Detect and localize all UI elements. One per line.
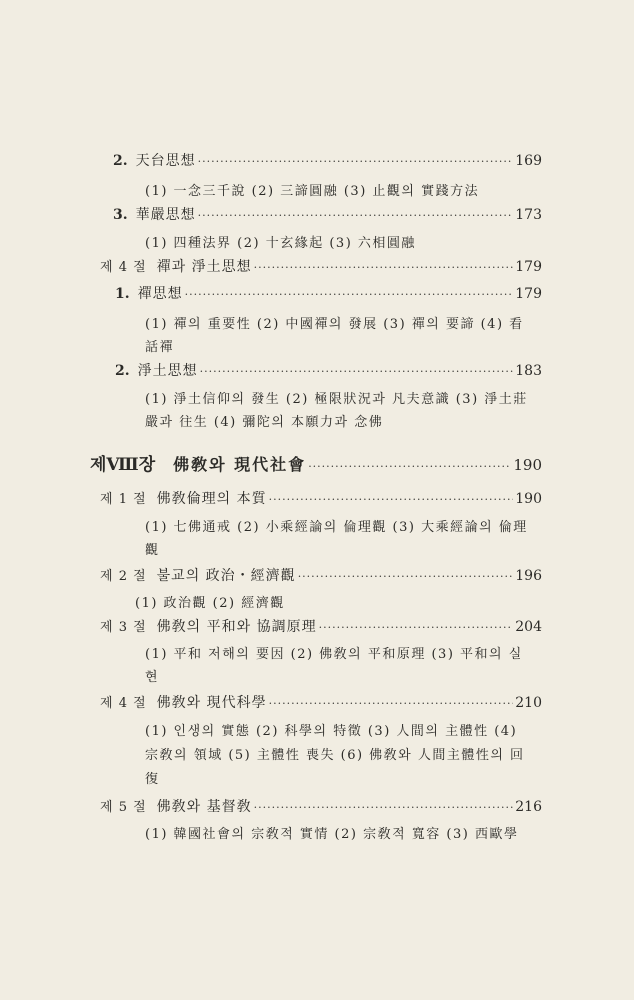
entry-page: 179 (515, 286, 542, 302)
section-label: 제 5 절 (100, 800, 147, 815)
leader-dots (254, 801, 514, 814)
subtopics-line: (1) 政治觀 (2) 經濟觀 (135, 596, 285, 611)
entry-title: 禪思想 (137, 286, 183, 302)
entry-title: 天台思想 (135, 153, 196, 169)
section-title: 佛敎와 基督敎 (156, 799, 252, 815)
subtopics-line: 嚴과 往生 (4) 彌陀의 本願力과 念佛 (145, 415, 384, 430)
section-label: 제 2 절 (100, 569, 147, 584)
section-title: 佛敎와 現代科學 (156, 695, 267, 711)
subtopics-line: (1) 淨土信仰의 發生 (2) 極限狀況과 凡夫意識 (3) 淨土莊 (145, 392, 528, 407)
toc-chapter[interactable] (0, 450, 542, 475)
toc-entry[interactable] (0, 360, 542, 380)
section-page: 190 (515, 491, 542, 507)
section-page: 204 (515, 619, 542, 635)
subtopics-line: (1) 인생의 實態 (2) 科學의 特徵 (3) 人間의 主體性 (4) (145, 724, 518, 739)
chapter-label: 제Ⅷ장 (90, 455, 156, 475)
leader-dots (269, 493, 514, 506)
entry-title: 華嚴思想 (135, 207, 196, 223)
section-title: 佛敎의 平和와 協調原理 (156, 619, 317, 635)
subtopics-line: 話禪 (145, 340, 175, 355)
subtopics-line: 현 (145, 670, 160, 685)
subtopics-line: (1) 韓國社會의 宗敎적 實情 (2) 宗敎적 寬容 (3) 西歐學 (145, 827, 519, 842)
section-label: 제 1 절 (100, 492, 147, 507)
leader-dots (185, 288, 514, 301)
entry-page: 169 (515, 153, 542, 169)
subtopics-line: 復 (145, 772, 160, 787)
section-page: 210 (515, 695, 542, 711)
entry-number: 3. (113, 207, 128, 223)
entry-page: 183 (515, 363, 542, 379)
section-page: 196 (515, 568, 542, 584)
entry-page: 173 (515, 207, 542, 223)
section-label: 제 4 절 (100, 260, 147, 275)
leader-dots (200, 365, 514, 378)
toc-section[interactable] (0, 616, 542, 636)
leader-dots (298, 570, 514, 583)
entry-number: 2. (115, 363, 130, 379)
toc-section[interactable] (0, 796, 542, 816)
section-label: 제 3 절 (100, 620, 147, 635)
entry-number: 2. (113, 153, 128, 169)
toc-entry[interactable] (0, 204, 542, 224)
subtopics-line: (1) 四種法界 (2) 十玄緣起 (3) 六相圓融 (145, 236, 416, 251)
toc-section[interactable] (0, 565, 542, 585)
section-page: 179 (515, 259, 542, 275)
section-page: 216 (515, 799, 542, 815)
entry-number: 1. (115, 286, 130, 302)
section-title: 불교의 政治・經濟觀 (156, 568, 296, 584)
leader-dots (319, 621, 514, 634)
section-title: 佛敎倫理의 本質 (156, 491, 267, 507)
toc-entry[interactable] (0, 283, 542, 303)
entry-title: 淨土思想 (137, 363, 198, 379)
toc-section[interactable] (0, 488, 542, 508)
leader-dots (198, 209, 514, 222)
subtopics-line: 觀 (145, 543, 160, 558)
subtopics-line: (1) 禪의 重要性 (2) 中國禪의 發展 (3) 禪의 要諦 (4) 看 (145, 317, 524, 332)
section-title: 禪과 淨土思想 (156, 259, 252, 275)
leader-dots (198, 155, 514, 168)
section-label: 제 4 절 (100, 696, 147, 711)
toc-section[interactable] (0, 692, 542, 712)
leader-dots (254, 261, 514, 274)
subtopics-line: (1) 一念三千說 (2) 三諦圓融 (3) 止觀의 實踐方法 (145, 184, 480, 199)
chapter-page: 190 (513, 456, 542, 474)
subtopics-line: (1) 七佛通戒 (2) 小乘經論의 倫理觀 (3) 大乘經論의 倫理 (145, 520, 528, 535)
chapter-title: 佛敎와 現代社會 (173, 455, 307, 474)
toc-entry[interactable] (0, 150, 542, 170)
leader-dots (308, 460, 511, 473)
subtopics-line: (1) 平和 저해의 要因 (2) 佛敎의 平和原理 (3) 平和의 실 (145, 647, 523, 662)
leader-dots (269, 697, 514, 710)
subtopics-line: 宗敎의 領域 (5) 主體性 喪失 (6) 佛敎와 人間主體性의 回 (145, 748, 525, 763)
toc-section[interactable] (0, 256, 542, 276)
